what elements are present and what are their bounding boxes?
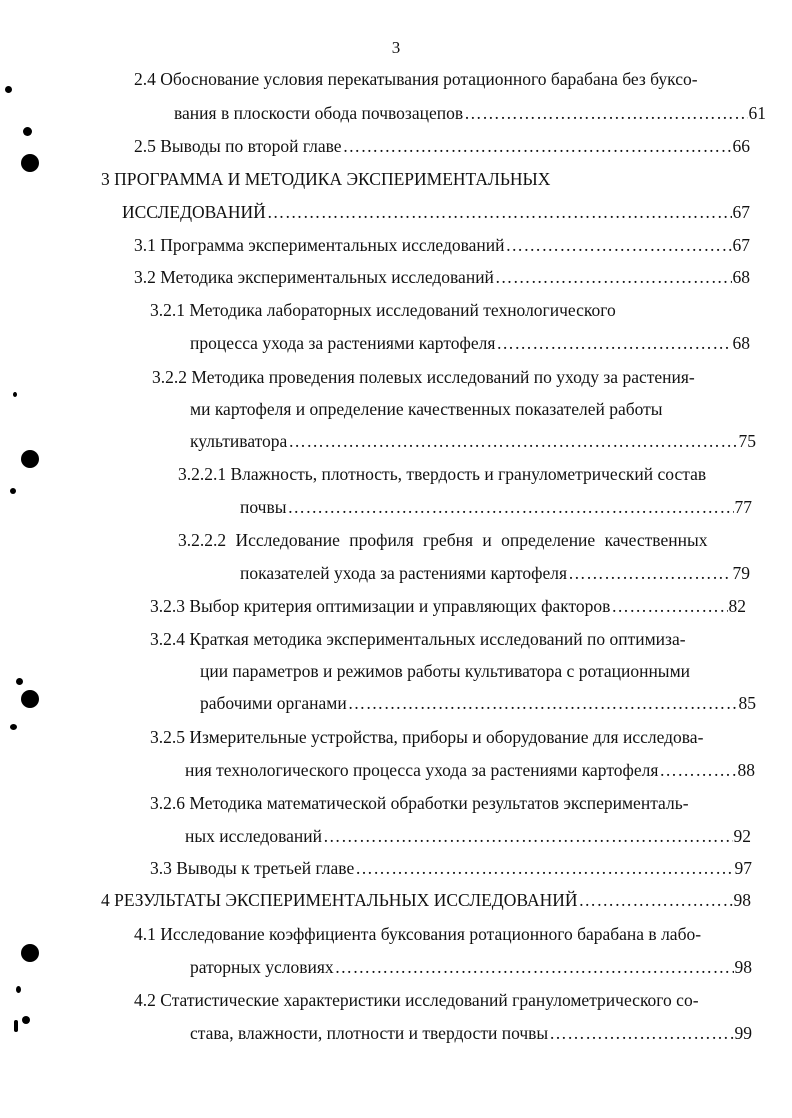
toc-entry-3-2-2-1-line-1: 3.2.2.1 Влажность, плотность, твердость и гранулометрический состав [178,464,707,484]
scan-speck [5,86,12,93]
toc-entry-3-2-5-line-1: 3.2.5 Измерительные устройства, приборы и оборудование для исследова- [150,727,704,747]
toc-page-number: 92 [733,826,751,846]
toc-page-number: 98 [734,957,752,977]
toc-page-number: 66 [732,136,750,156]
toc-entry-text: 3.1 Программа экспериментальных исследований [134,235,505,255]
toc-entry-text: 2.5 Выводы по второй главе [134,136,342,156]
toc-entry-3-line-2 [122,201,750,223]
scan-speck [10,724,17,730]
toc-page-number: 85 [738,693,756,713]
toc-page-number: 67 [732,202,750,222]
dot-leader [495,266,732,288]
toc-entry-text: рабочими органами [200,693,347,713]
toc-page-number: 75 [738,431,756,451]
toc-entry-2-5 [134,135,750,157]
scan-speck [22,1016,30,1024]
toc-entry-text: вания в плоскости обода почвозацепов [174,103,464,123]
toc-entry-text: раторных условиях [190,957,334,977]
toc-entry-3-2-2-line-2: ми картофеля и определение качественных показателей работы [190,399,663,419]
toc-entry-3-2-4-line-2: ции параметров и режимов работы культиватора с ротационными [200,661,691,681]
toc-entry-3-2-2-1-line-2 [240,496,752,518]
binder-hole [21,690,39,708]
toc-entry-text: 4 РЕЗУЛЬТАТЫ ЭКСПЕРИМЕНТАЛЬНЫХ ИССЛЕДОВАНИЙ [101,890,578,910]
toc-entry-text: почвы [240,497,287,517]
toc-entry-3-2-2-2-line-1: 3.2.2.2 Исследование профиля гребня и определение качественных [178,530,708,550]
page-number: 3 [391,38,401,57]
dot-leader [579,889,733,911]
toc-page-number: 68 [732,267,750,287]
dot-leader [267,201,732,223]
toc-page-number: 61 [748,103,766,123]
dot-leader [611,595,727,617]
toc-entry-3-line-1: 3 ПРОГРАММА И МЕТОДИКА ЭКСПЕРИМЕНТАЛЬНЫХ [101,169,551,189]
dot-leader [288,430,737,452]
scan-speck [13,392,17,397]
scan-speck [16,678,23,685]
toc-page-number: 79 [732,563,750,583]
dot-leader [335,956,734,978]
toc-entry-3-2-2-line-1: 3.2.2 Методика проведения полевых исследований по уходу за растения- [152,367,695,387]
binder-hole [21,450,39,468]
toc-entry-3-1 [134,234,750,256]
toc-page-number: 67 [732,235,750,255]
toc-page-number: 68 [732,333,750,353]
toc-entry-2-4-line-1: 2.4 Обоснование условия перекатывания ротационного барабана без буксо- [134,69,698,89]
toc-page-number: 77 [734,497,752,517]
toc-entry-3-2-2-2-line-2 [240,562,750,584]
dot-leader [549,1022,733,1044]
dot-leader [348,692,738,714]
toc-entry-4-1-line-1: 4.1 Исследование коэффициента буксования ротационного барабана в лабо- [134,924,702,944]
toc-entry-text: 3.3 Выводы к третьей главе [150,858,355,878]
toc-entry-4-1-line-2 [190,956,752,978]
dot-leader [343,135,732,157]
dot-leader [464,102,747,124]
toc-entry-3-3 [150,857,752,879]
dot-leader [323,825,733,847]
toc-entry-text: культиватора [190,431,288,451]
toc-entry-4-2-line-2 [190,1022,752,1044]
toc-entry-text: показателей ухода за растениями картофеля [240,563,568,583]
toc-entry-text: ния технологического процесса ухода за растениями картофеля [185,760,659,780]
toc-entry-3-2-1-line-1: 3.2.1 Методика лабораторных исследований технологического [150,300,616,320]
scan-speck [16,986,21,993]
toc-page-number: 99 [734,1023,752,1043]
dot-leader [568,562,731,584]
toc-entry-3-2-4-line-3 [200,692,756,714]
dot-leader [287,496,733,518]
toc-page-number: 82 [728,596,746,616]
toc-entry-text: процесса ухода за растениями картофеля [190,333,496,353]
toc-entry-text: ных исследований [185,826,322,846]
toc-entry-text: 3.2.3 Выбор критерия оптимизации и управляющих факторов [150,596,611,616]
binder-hole [21,944,39,962]
toc-page-number: 97 [734,858,752,878]
dot-leader [659,759,736,781]
toc-entry-3-2-5-line-2 [185,759,755,781]
toc-entry-4-2-line-1: 4.2 Статистические характеристики исследований гранулометрического со- [134,990,699,1010]
toc-entry-3-2-6-line-1: 3.2.6 Методика математической обработки результатов эксперименталь- [150,793,689,813]
toc-entry-3-2 [134,266,750,288]
dot-leader [355,857,733,879]
toc-entry-text: става, влажности, плотности и твердости почвы [190,1023,549,1043]
toc-entry-2-4-line-2 [174,102,766,124]
toc-entry-text: 3.2 Методика экспериментальных исследований [134,267,494,287]
toc-entry-3-2-3 [150,595,746,617]
toc-entry-3-2-4-line-1: 3.2.4 Краткая методика экспериментальных исследований по оптимиза- [150,629,686,649]
scan-speck [14,1020,18,1032]
toc-page-number: 88 [737,760,755,780]
toc-entry-4 [101,889,751,911]
scan-speck [10,488,16,494]
dot-leader [506,234,732,256]
scan-speck [23,127,32,136]
toc-entry-3-2-2-line-3 [190,430,756,452]
toc-entry-3-2-6-line-2 [185,825,751,847]
dot-leader [496,332,731,354]
toc-page-number: 98 [733,890,751,910]
binder-hole [21,154,39,172]
toc-entry-text: ИССЛЕДОВАНИЙ [122,202,266,222]
toc-entry-3-2-1-line-2 [190,332,750,354]
